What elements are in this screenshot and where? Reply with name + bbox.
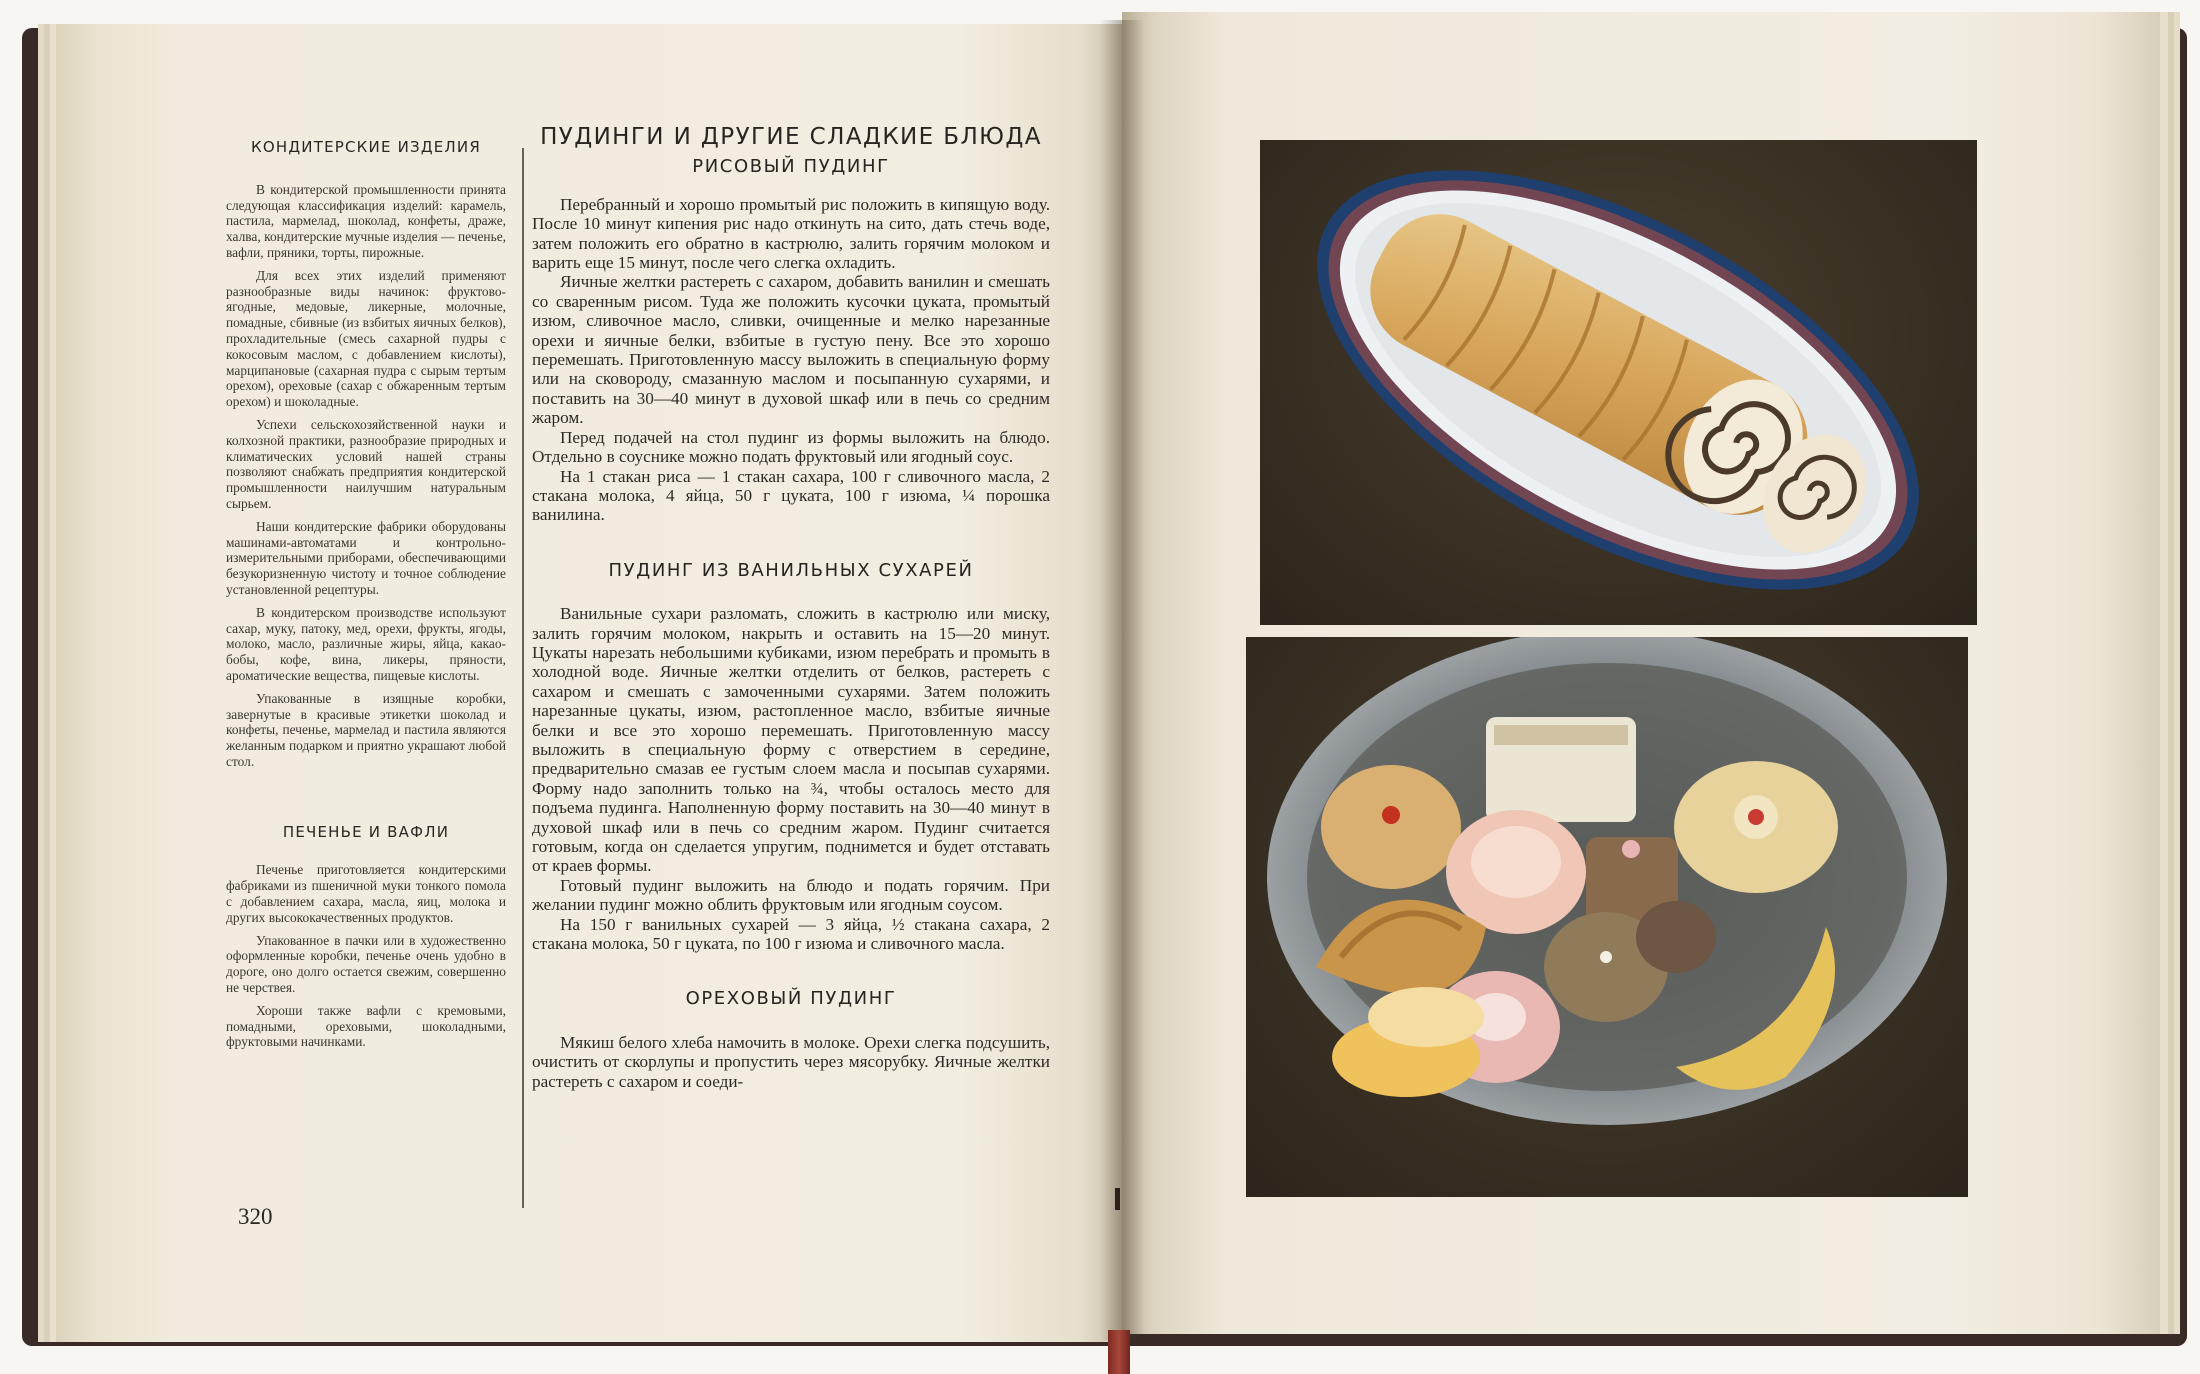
sidebar-paragraph: Для всех этих изделий применяют разнообразные виды начинок: фруктово-ягодные, медовые, ликерные, молочные, помадные, сбивные (из взбитых яичных белков), прохладительные (смесь сахарной пудры с кокосовым маслом, с добавлением кислоты), марципановые (сахарная пудра с сырым тертым орехом), ореховые (сахар с обжаренным тертым орехом) и шоколадные. (226, 267, 506, 410)
recipe-title-nut-pudding: ОРЕХОВЫЙ ПУДИНГ (685, 988, 897, 1010)
sidebar-column (226, 140, 506, 1057)
recipe-paragraph: Яичные желтки растереть с сахаром, добавить ванилин и смешать со сваренным рисом. Туда же положить кусочки цуката, промытый изюм, сливочное масло, сливки, очищенные и мелко нарезанные орехи и яичные белки, взбитые в густую пену. Все это хорошо перемешать. Приготовленную массу выложить в специальную форму или на сковороду, смазанную маслом и посыпанную сухарями, и поставить на 30—40 минут в духовой шкаф или в печь со средним жаром. (532, 272, 1050, 428)
recipe-paragraph: На 1 стакан риса — 1 стакан сахара, 100 г сливочного масла, 2 стакана молока, 4 яйца, 50 г цуката, 100 г изюма, ¼ порошка ванилина. (532, 466, 1050, 525)
gutter-mark (1115, 1188, 1120, 1210)
recipe-column (532, 124, 1050, 1091)
column-divider (522, 148, 524, 1208)
section-heading-cookies-waffles: ПЕЧЕНЬЕ И ВАФЛИ (282, 822, 450, 841)
recipe-paragraph: Перед подачей на стол пудинг из формы выложить на блюдо. Отдельно в соуснике можно подать фруктовый или ягодный соус. (532, 427, 1050, 467)
recipe-paragraph: На 150 г ванильных сухарей — 3 яйца, ½ стакана сахара, 2 стакана молока, 50 г цуката, по 100 г изюма и сливочного масла. (532, 914, 1050, 954)
bookmark-ribbon (1108, 1330, 1130, 1374)
sidebar-paragraph: Хороши также вафли с кремовыми, помадными, ореховыми, шоколадными, фруктовыми начинками. (226, 1002, 506, 1050)
section-heading-confectionery: КОНДИТЕРСКИЕ ИЗДЕЛИЯ (251, 138, 481, 156)
photo-rolled-pastry (1260, 140, 1977, 625)
chapter-title: ПУДИНГИ И ДРУГИЕ СЛАДКИЕ БЛЮДА (540, 124, 1042, 150)
recipe-paragraph: Мякиш белого хлеба намочить в молоке. Орехи слегка подсушить, очистить от скорлупы и пропустить через мясорубку. Яичные желтки растереть с сахаром и соеди- (532, 1032, 1050, 1091)
spacer (226, 777, 506, 825)
rolled-pastry-image (1260, 140, 1977, 625)
recipe-paragraph: Готовый пудинг выложить на блюдо и подать горячим. При желании пудинг можно облить фруктовым или ягодным соусом. (532, 875, 1050, 915)
sidebar-paragraph: Наши кондитерские фабрики оборудованы машинами-автоматами и контрольно-измерительными приборами, обеспечивающими безукоризненную чистоту и точное соблюдение установленной рецептуры. (226, 518, 506, 597)
photo-assorted-pastries (1246, 637, 1968, 1197)
assorted-pastries-image (1246, 637, 1968, 1197)
sidebar-paragraph: Успехи сельскохозяйственной науки и колхозной практики, разнообразие природных и климатических условий нашей страны позволяют снабжать предприятия кондитерской промышленности наилучшим натуральным сырьем. (226, 416, 506, 511)
recipe-paragraph: Перебранный и хорошо промытый рис положить в кипящую воду. После 10 минут кипения рис надо откинуть на сито, дать стечь воде, затем положить его обратно в кастрюлю, залить горячим молоком и варить еще 15 минут, после чего слегка охладить. (532, 194, 1050, 273)
sidebar-paragraph: Упакованное в пачки или в художественно оформленные коробки, печенье очень удобно в дороге, оно долго остается свежим, совершенно не черствея. (226, 932, 506, 996)
recipe-title-vanilla-pudding: ПУДИНГ ИЗ ВАНИЛЬНЫХ СУХАРЕЙ (608, 559, 974, 581)
sidebar-paragraph: Печенье приготовляется кондитерскими фабриками из пшеничной муки тонкого помола с добавлением сахара, масла, яиц, молока и других высококачественных продуктов. (226, 862, 506, 925)
page-number: 320 (238, 1204, 273, 1229)
sidebar-paragraph: Упакованные в изящные коробки, завернутые в красивые этикетки шоколад и конфеты, печенье, мармелад и пастила являются желанным подарком и приятно украшают любой стол. (226, 690, 506, 769)
book-gutter (1100, 20, 1144, 1340)
sidebar-paragraph: В кондитерском производстве используют сахар, муку, патоку, мед, орехи, фрукты, ягоды, молоко, масло, различные жиры, яйца, какао-бобы, кофе, вина, ликеры, пряности, ароматические вещества, пищевые кислоты. (226, 604, 506, 683)
recipe-paragraph: Ванильные сухари разломать, сложить в кастрюлю или миску, залить горячим молоком, накрыть и оставить на 15—20 минут. Цукаты нарезать небольшими кубиками, изюм перебрать и промыть в холодной воде. Яичные желтки отделить от белков, растереть с сахаром и смешать с замоченными сухарями. Затем положить нарезанные цукаты, изюм, растопленное масло, взбитые яичные белки и все это хорошо перемешать. Приготовленную массу выложить в специальную форму с отверстием в середине, предварительно смазав ее густым слоем масла и посыпав сухарями. Форму надо заполнить только на ¾, чтобы осталось место для подъема пудинга. Наполненную форму поставить на 30—40 минут в духовой шкаф или в печь со средним жаром. Пудинг считается готовым, когда он сделается упругим, поднимется и будет отставать от краев формы. (532, 604, 1050, 876)
sidebar-paragraph: В кондитерской промышленности принята следующая классификация изделий: карамель, пастила, мармелад, шоколад, конфеты, драже, халва, кондитерские мучные изделия — печенье, вафли, пряники, торты, пирожные. (226, 181, 506, 260)
recipe-title-rice-pudding: РИСОВЫЙ ПУДИНГ (692, 156, 890, 178)
